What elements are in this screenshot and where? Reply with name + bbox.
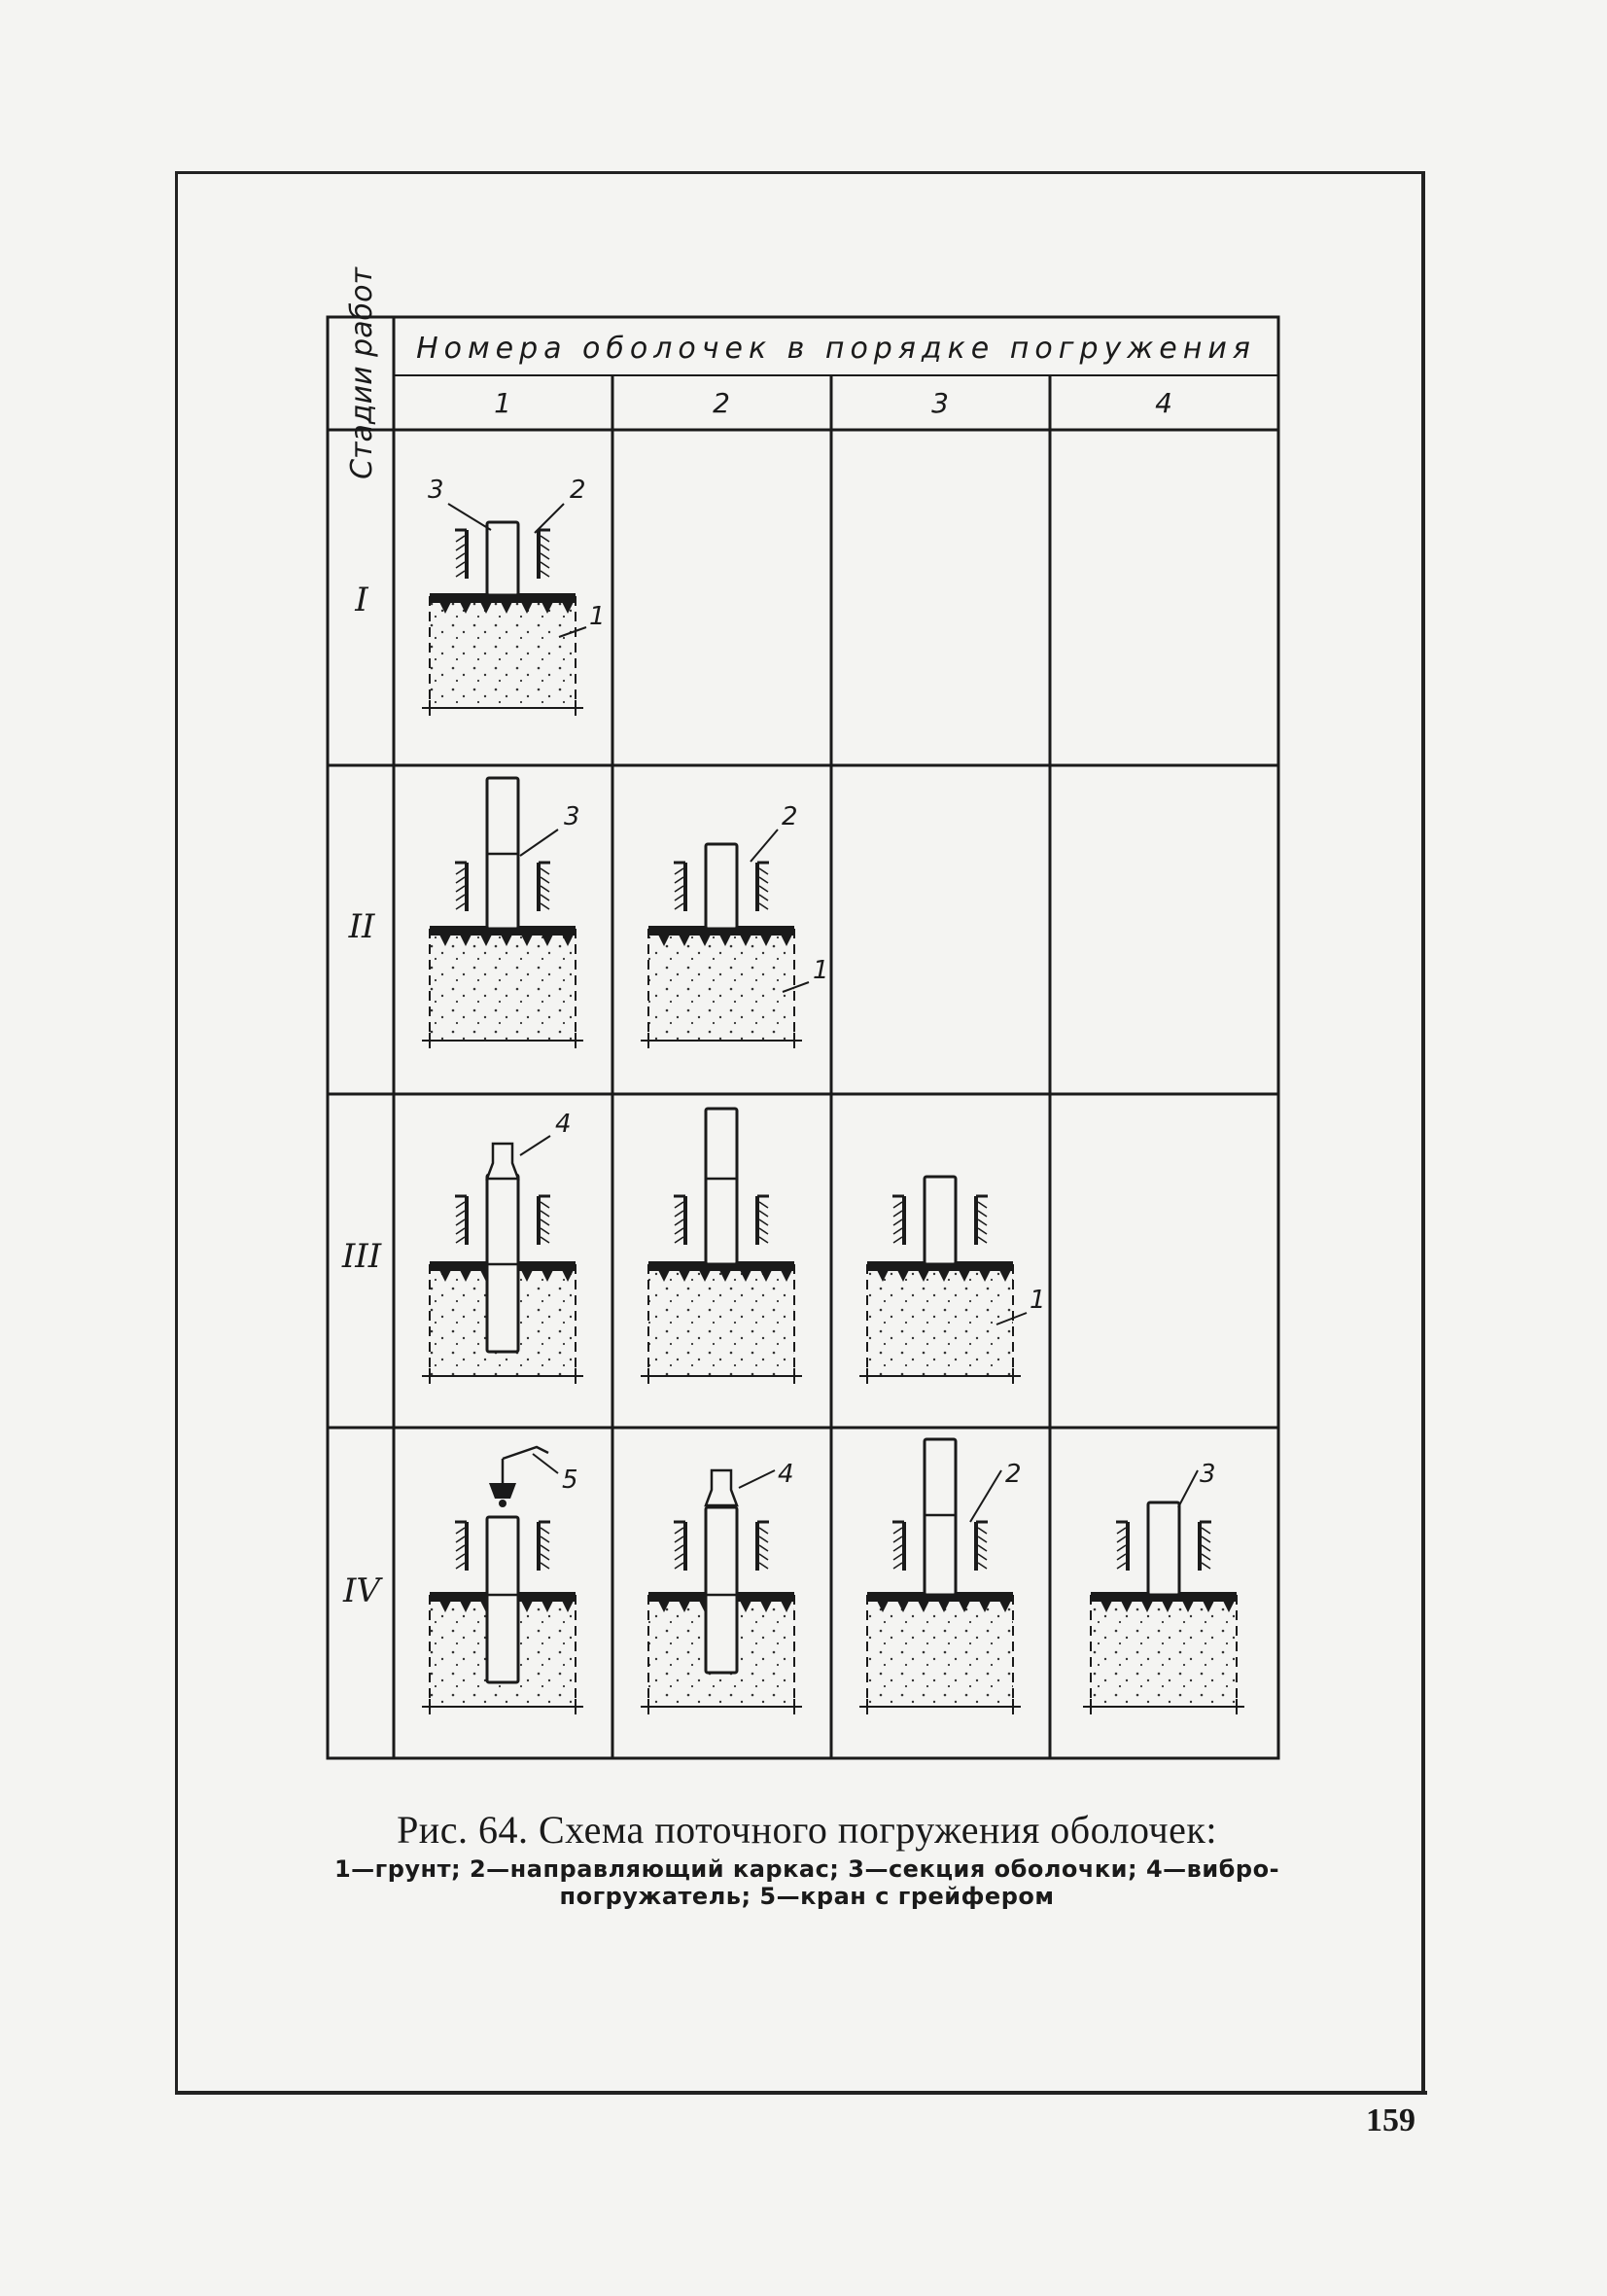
guide-frame-hatch [1202, 1554, 1210, 1560]
guide-frame-hatch [456, 1202, 465, 1208]
guide-frame-hatch [759, 1554, 768, 1560]
callout-s3-soil: 1 [1030, 1286, 1046, 1315]
guide-frame-hatch [541, 877, 549, 883]
guide-frame-hatch [1202, 1563, 1210, 1569]
guide-frame-hatch [541, 1219, 549, 1225]
leader-line [520, 830, 558, 856]
page-number: 159 [1366, 2102, 1415, 2138]
guide-frame-hatch [978, 1545, 987, 1551]
guide-frame-hatch [456, 903, 465, 909]
guide-frame-hatch [541, 1528, 549, 1534]
vibrodriver-body [487, 1144, 518, 1179]
guide-frame-hatch [759, 1211, 768, 1217]
guide-frame-hatch [541, 1211, 549, 1217]
soil-body [1091, 1595, 1237, 1707]
guide-frame-hatch [978, 1528, 987, 1534]
guide-frame-hatch [759, 903, 768, 909]
guide-frame-hatch [759, 1545, 768, 1551]
soil-body [867, 1595, 1013, 1707]
guide-frame-hatch [978, 1554, 987, 1560]
column-header-1: 1 [494, 387, 511, 419]
guide-frame-hatch [893, 1537, 902, 1542]
guide-frame-hatch [675, 1228, 683, 1234]
callout-s1-soil: 1 [589, 602, 606, 631]
stage-header: Стадии работ [345, 267, 379, 479]
guide-frame-hatch [893, 1228, 902, 1234]
shell-section [706, 1507, 737, 1673]
guide-frame-hatch [456, 553, 465, 559]
shell-section [925, 1177, 956, 1264]
guide-frame-hatch [675, 1563, 683, 1569]
guide-frame-hatch [456, 1545, 465, 1551]
stage3-col1-vibrodriver [487, 1144, 518, 1179]
guide-frame-hatch [456, 877, 465, 883]
guide-frame-hatch [1202, 1537, 1210, 1542]
guide-frame-hatch [541, 1545, 549, 1551]
stage3-col1-shell [487, 1175, 518, 1352]
shell-section [487, 522, 518, 595]
stage4-col3-shell [925, 1439, 956, 1595]
guide-frame-hatch [456, 1528, 465, 1534]
stage4-col4-shell [1148, 1502, 1179, 1595]
guide-frame-hatch [541, 903, 549, 909]
callout-s1-shell: 3 [428, 476, 444, 505]
guide-frame-hatch [759, 1219, 768, 1225]
shell-section [706, 844, 737, 929]
leader-line [970, 1470, 1001, 1522]
guide-frame-hatch [893, 1563, 902, 1569]
guide-frame-hatch [541, 562, 549, 568]
guide-frame-hatch [978, 1211, 987, 1217]
guide-frame-hatch [541, 1537, 549, 1542]
guide-frame-hatch [893, 1237, 902, 1243]
guide-frame-hatch [893, 1528, 902, 1534]
guide-frame-hatch [456, 1554, 465, 1560]
stage-label-2: II [348, 907, 375, 946]
stage2-col1-shell [487, 778, 518, 929]
guide-frame-hatch [541, 571, 549, 577]
guide-frame-hatch [541, 1554, 549, 1560]
shell-section [925, 1439, 956, 1595]
guide-frame-hatch [759, 886, 768, 892]
guide-frame-hatch [759, 1202, 768, 1208]
guide-frame-hatch [675, 1202, 683, 1208]
guide-frame-hatch [456, 571, 465, 577]
guide-frame-hatch [675, 903, 683, 909]
guide-frame-hatch [893, 1202, 902, 1208]
leader-line [533, 1454, 558, 1473]
stage-label-4: IV [343, 1572, 380, 1610]
callout-s4-frame: 2 [1005, 1460, 1022, 1489]
guide-frame-hatch [675, 877, 683, 883]
leader-line [751, 830, 778, 862]
soil-body [648, 1264, 794, 1376]
guide-frame-hatch [675, 895, 683, 901]
stage3-col2-soil [641, 1261, 802, 1384]
guide-frame-hatch [893, 1554, 902, 1560]
guide-frame-hatch [456, 1228, 465, 1234]
guide-frame-hatch [759, 1237, 768, 1243]
leader-line [520, 1136, 550, 1155]
guide-frame-hatch [675, 1211, 683, 1217]
stage4-col2-vibrodriver [706, 1470, 737, 1505]
guide-frame-hatch [978, 1228, 987, 1234]
guide-frame-hatch [978, 1563, 987, 1569]
guide-frame-hatch [541, 895, 549, 901]
guide-frame-hatch [759, 895, 768, 901]
guide-frame-hatch [456, 1219, 465, 1225]
guide-frame-hatch [675, 1528, 683, 1534]
callout-s2-frame: 2 [782, 802, 798, 831]
guide-frame-hatch [759, 877, 768, 883]
guide-frame-hatch [759, 1563, 768, 1569]
guide-frame-hatch [759, 1528, 768, 1534]
guide-frame-hatch [541, 545, 549, 550]
guide-frame-hatch [541, 1202, 549, 1208]
stage4-col1-crane-grab [489, 1447, 548, 1507]
guide-frame-hatch [675, 1537, 683, 1542]
callout-s2-shell: 3 [564, 802, 580, 831]
guide-frame-hatch [1202, 1528, 1210, 1534]
guide-frame-hatch [1117, 1563, 1126, 1569]
guide-frame-hatch [978, 1202, 987, 1208]
column-header-3: 3 [931, 387, 949, 419]
guide-frame-hatch [1117, 1528, 1126, 1534]
crane-boom [503, 1447, 548, 1459]
guide-frame-hatch [541, 1228, 549, 1234]
shell-section [1148, 1502, 1179, 1595]
stage-label-3: III [341, 1237, 382, 1276]
guide-frame-hatch [1117, 1537, 1126, 1542]
callout-s4-crane: 5 [562, 1466, 578, 1495]
guide-frame-hatch [675, 1554, 683, 1560]
leader-line [448, 504, 491, 530]
guide-frame-hatch [1117, 1545, 1126, 1551]
guide-frame-hatch [893, 1545, 902, 1551]
shell-section [487, 1517, 518, 1682]
stage2-col2-shell [706, 844, 737, 929]
guide-frame-hatch [541, 868, 549, 874]
guide-frame-hatch [675, 1545, 683, 1551]
shell-section [706, 1109, 737, 1264]
guide-frame-hatch [541, 1563, 549, 1569]
grab-bucket [489, 1483, 516, 1499]
soil-body [648, 929, 794, 1041]
stage2-col1-soil [422, 926, 583, 1048]
guide-frame-hatch [893, 1219, 902, 1225]
guide-frame-hatch [456, 868, 465, 874]
guide-frame-hatch [978, 1237, 987, 1243]
guide-frame-hatch [456, 536, 465, 542]
guide-frame-hatch [675, 868, 683, 874]
guide-frame-hatch [978, 1537, 987, 1542]
guide-frame-hatch [456, 1211, 465, 1217]
callout-s4-vibro: 4 [778, 1460, 794, 1489]
column-header-4: 4 [1155, 387, 1172, 419]
leader-line [1178, 1470, 1198, 1507]
guide-frame-hatch [759, 1537, 768, 1542]
guide-frame-hatch [541, 886, 549, 892]
guide-frame-hatch [456, 1537, 465, 1542]
stage4-col1-shell [487, 1517, 518, 1682]
stage3-col3-soil [859, 1261, 1021, 1384]
figure-caption-title: Рис. 64. Схема поточного погружения оболочек: [397, 1808, 1217, 1852]
guide-frame-hatch [1117, 1554, 1126, 1560]
stage2-col2-soil [641, 926, 802, 1048]
guide-frame-hatch [456, 562, 465, 568]
callout-s4-shell: 3 [1200, 1460, 1216, 1489]
stage4-col4-soil [1083, 1592, 1244, 1714]
guide-frame-hatch [675, 1237, 683, 1243]
guide-frame-hatch [759, 1228, 768, 1234]
guide-frame-hatch [456, 545, 465, 550]
callout-s2-soil: 1 [813, 956, 829, 985]
stage1-col1-soil [422, 593, 583, 716]
guide-frame-hatch [456, 895, 465, 901]
stage4-col2-shell [706, 1507, 737, 1673]
guide-frame-hatch [541, 536, 549, 542]
guide-frame-hatch [675, 1219, 683, 1225]
guide-frame-hatch [893, 1211, 902, 1217]
guide-frame-hatch [978, 1219, 987, 1225]
stage-label-1: I [355, 581, 368, 619]
guide-frame-hatch [456, 1563, 465, 1569]
column-header-2: 2 [713, 387, 730, 419]
grab-tip [499, 1500, 507, 1507]
stage3-col2-shell [706, 1109, 737, 1264]
guide-frame-hatch [456, 886, 465, 892]
leader-line [739, 1470, 775, 1488]
legend-line-2: погружатель; 5—кран с грейфером [559, 1883, 1055, 1910]
guide-frame-hatch [541, 553, 549, 559]
stage4-col3-soil [859, 1592, 1021, 1714]
callout-s3-vibro: 4 [555, 1110, 572, 1139]
column-group-header: Номера оболочек в порядке погружения [416, 332, 1256, 366]
guide-frame-hatch [1202, 1545, 1210, 1551]
soil-body [430, 596, 576, 708]
stage3-col3-shell [925, 1177, 956, 1264]
guide-frame-hatch [675, 886, 683, 892]
legend-line-1: 1—грунт; 2—направляющий каркас; 3—секция оболочки; 4—вибро- [333, 1855, 1280, 1883]
guide-frame-hatch [759, 868, 768, 874]
callout-s1-frame: 2 [570, 476, 586, 505]
guide-frame-hatch [541, 1237, 549, 1243]
stage1-col1-shell [487, 522, 518, 595]
soil-body [867, 1264, 1013, 1376]
guide-frame-hatch [456, 1237, 465, 1243]
soil-body [430, 929, 576, 1041]
vibrodriver-body [706, 1470, 737, 1505]
figure-caption-legend [321, 1855, 1293, 1910]
